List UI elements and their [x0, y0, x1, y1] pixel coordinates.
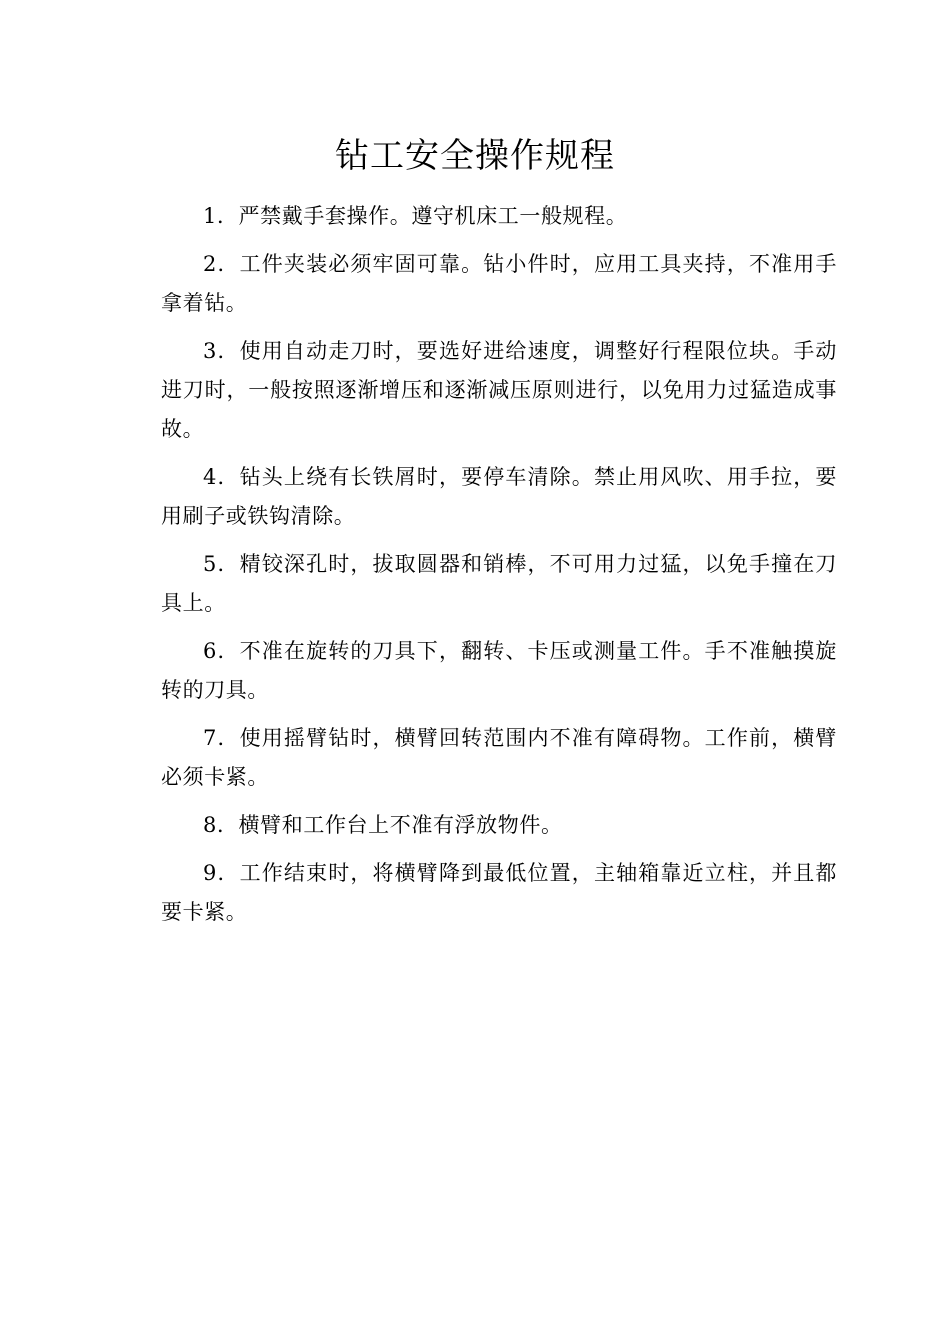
- rule-item-3: 3．使用自动走刀时，要选好进给速度，调整好行程限位块。手动进刀时，一般按照逐渐增压和逐渐减压原则进行，以免用力过猛造成事故。: [161, 339, 837, 441]
- rule-item-5: 5．精铰深孔时，拔取圆器和销棒，不可用力过猛，以免手撞在刀具上。: [161, 552, 837, 615]
- rule-item-8: 8．横臂和工作台上不准有浮放物件。: [203, 813, 563, 837]
- rule-item-1: 1．严禁戴手套操作。遵守机床工一般规程。: [203, 204, 628, 228]
- rule-item-7: 7．使用摇臂钻时，横臂回转范围内不准有障碍物。工作前，横臂必须卡紧。: [161, 726, 837, 789]
- rule-item-6: 6．不准在旋转的刀具下，翻转、卡压或测量工件。手不准触摸旋转的刀具。: [161, 639, 837, 702]
- rule-item-9: 9．工作结束时，将横臂降到最低位置，主轴箱靠近立柱，并且都要卡紧。: [161, 861, 837, 924]
- rules-list: [161, 197, 837, 941]
- rule-item-4: 4．钻头上绕有长铁屑时，要停车清除。禁止用风吹、用手拉，要用刷子或铁钩清除。: [161, 465, 837, 528]
- document-title: 钻工安全操作规程: [335, 136, 615, 176]
- rule-item-2: 2．工件夹装必须牢固可靠。钻小件时，应用工具夹持，不准用手拿着钻。: [161, 252, 837, 315]
